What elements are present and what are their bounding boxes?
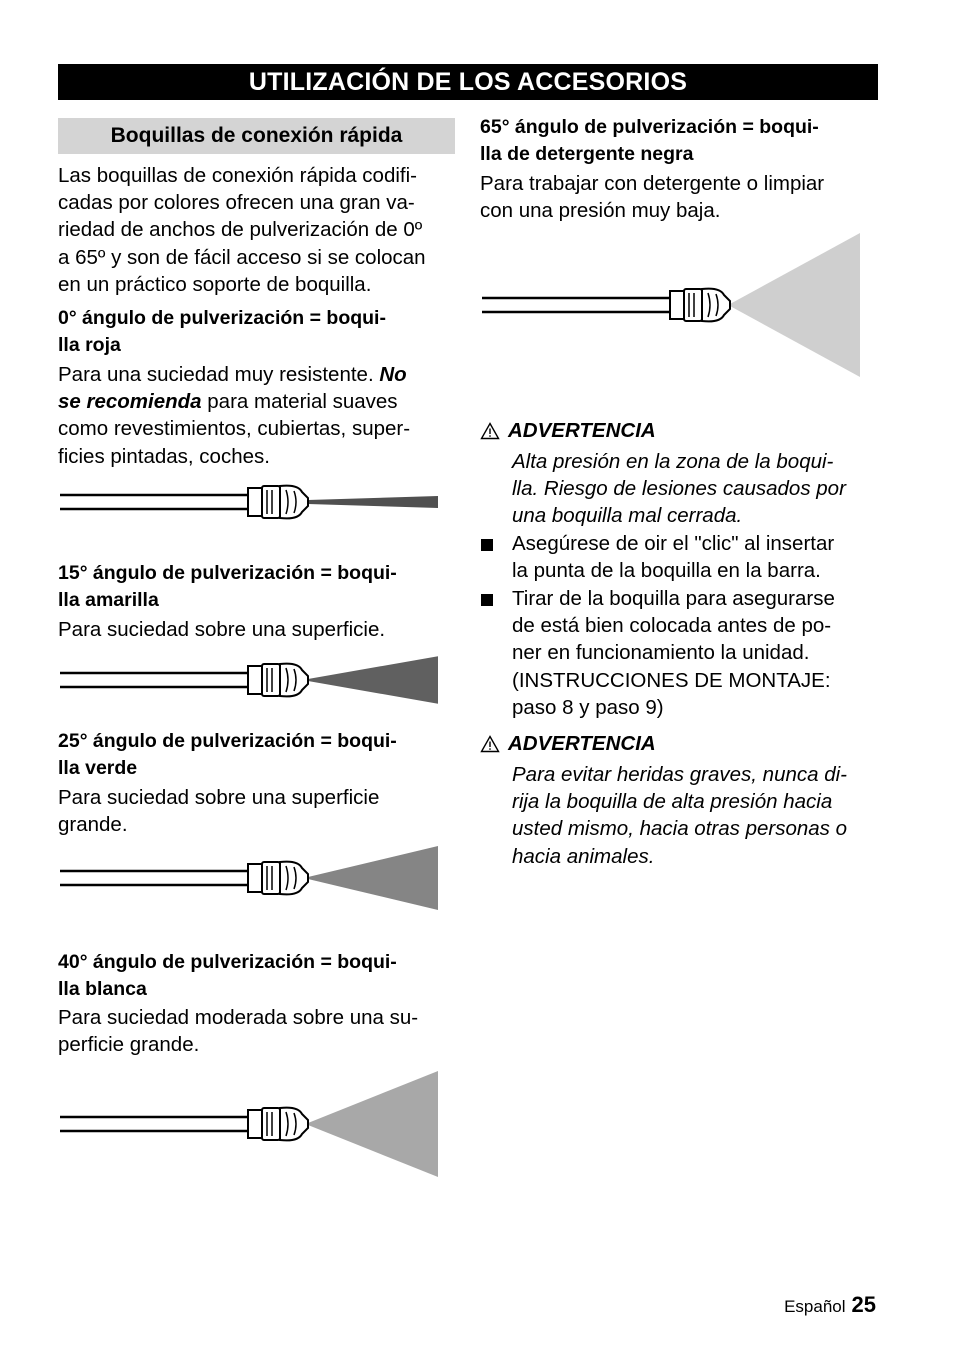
warning-triangle-icon — [480, 422, 500, 440]
nozzle-0-heading: 0° ángulo de pulverización = boqui- lla roja — [58, 307, 386, 357]
bullet-2-marker — [481, 594, 493, 606]
warning-2-label: ADVERTENCIA — [508, 732, 656, 755]
page-footer — [784, 1292, 876, 1318]
spray-cone — [308, 846, 438, 910]
nozzle-25-description: Para suciedad sobre una superficie grande. — [58, 786, 380, 837]
spray-cone — [308, 1071, 438, 1177]
intro-text: Las boquillas de conexión rápida codifi- cadas por colores ofrecen una gran va- riedad de anchos de pulverización de 0º a 65º y son de fácil acceso si se colocan en un práctico soporte de boquilla. — [58, 164, 426, 296]
nozzle-15-description: Para suciedad sobre una superficie. — [58, 618, 386, 641]
warning-2-title — [480, 730, 656, 757]
nozzle-40-heading: 40° ángulo de pulverización = boqui- lla blanca — [58, 951, 397, 1001]
nozzle-icon — [248, 664, 308, 697]
nozzle-25-diagram — [58, 845, 442, 911]
nozzle-65-diagram — [480, 232, 864, 378]
warning-1-text: Alta presión en la zona de la boqui- lla. Riesgo de lesiones causados por una boquilla mal cerrada. — [512, 450, 846, 528]
nozzle-icon — [670, 289, 730, 322]
nozzle-0-diagram — [58, 474, 442, 530]
bullet-2-text: Tirar de la boquilla para asegurarse de está bien colocada antes de po- ner en funcionamiento la unidad. (INSTRUCCIONES DE MONTAJE: paso 8 y paso 9) — [512, 587, 835, 719]
nozzle-65-description: Para trabajar con detergente o limpiar con una presión muy baja. — [480, 172, 825, 223]
nozzle-40-diagram — [58, 1070, 442, 1178]
nozzle-0-desc-text-end: para material suaves como revestimientos, cubiertas, super- ficies pintadas, coches. — [58, 390, 411, 468]
footer-language: Español — [784, 1297, 846, 1316]
bullet-1-marker — [481, 539, 493, 551]
nozzle-15-heading: 15° ángulo de pulverización = boqui- lla amarilla — [58, 562, 397, 612]
nozzle-icon — [248, 1108, 308, 1141]
nozzle-0-description — [58, 361, 458, 470]
warning-2-text: Para evitar heridas graves, nunca di- rija la boquilla de alta presión hacia usted mismo, hacia otras personas o hacia animales. — [512, 763, 848, 868]
page-number: 25 — [851, 1292, 876, 1317]
warning-1-label: ADVERTENCIA — [508, 419, 656, 442]
nozzle-65-heading: 65° ángulo de pulverización = boqui- lla de detergente negra — [480, 116, 819, 166]
nozzle-15-diagram — [58, 652, 442, 708]
nozzle-40-description: Para suciedad moderada sobre una su- perficie grande. — [58, 1006, 419, 1057]
bullet-1-text: Asegúrese de oir el "clic" al insertar la punta de la boquilla en la barra. — [512, 532, 835, 583]
section-title: Boquillas de conexión rápida — [58, 118, 455, 154]
warning-triangle-icon — [480, 735, 500, 753]
nozzle-25-heading: 25° ángulo de pulverización = boqui- lla verde — [58, 730, 397, 780]
nozzle-0-desc-emphasis: No se recomienda — [58, 363, 407, 414]
spray-cone — [730, 233, 860, 377]
spray-cone — [308, 496, 438, 508]
nozzle-icon — [248, 862, 308, 895]
nozzle-icon — [248, 486, 308, 519]
spray-cone — [308, 656, 438, 703]
warning-1-title — [480, 417, 656, 444]
nozzle-0-desc-text: Para una suciedad muy resistente. — [58, 363, 380, 386]
page-header: UTILIZACIÓN DE LOS ACCESORIOS — [58, 64, 878, 100]
